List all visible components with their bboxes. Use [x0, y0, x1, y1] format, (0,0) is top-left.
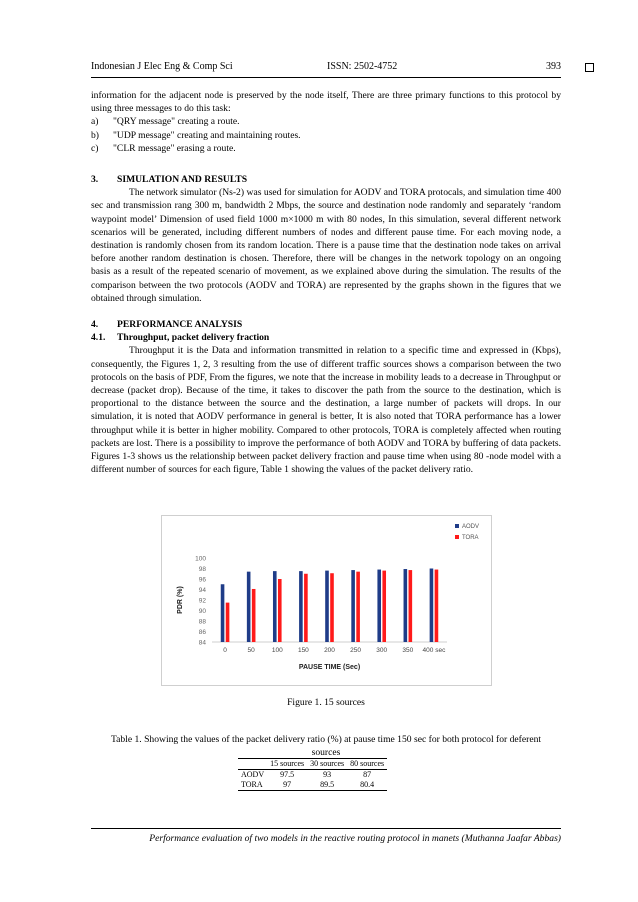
bar-tora-400-sec	[435, 570, 439, 642]
page-number: 393	[546, 61, 561, 72]
intro-paragraph: information for the adjacent node is preserved by the node itself, There are three primary functions to this protocol by using three messages to do this task:	[91, 90, 561, 115]
row-label: AODV	[241, 770, 265, 779]
section-title: SIMULATION AND RESULTS	[117, 174, 248, 185]
y-tick-label: 86	[198, 629, 206, 636]
bar-aodv-350	[404, 569, 408, 642]
legend-swatch-aodv	[455, 524, 459, 528]
bar-tora-300	[382, 571, 386, 642]
bar-aodv-400-sec	[430, 569, 434, 643]
section-number: 3.	[91, 174, 99, 185]
table-header-cell	[238, 759, 267, 770]
table-header-cell: 30 sources	[310, 759, 345, 768]
checkbox-icon	[585, 63, 594, 72]
figure-caption: Figure 1. 15 sources	[287, 697, 365, 708]
table-cell: 93	[323, 770, 332, 779]
y-tick-label: 98	[198, 566, 206, 573]
table-cell: 97.5	[280, 770, 295, 779]
x-tick-label: 50	[247, 647, 255, 654]
bar-aodv-200	[325, 571, 329, 642]
section-4	[91, 318, 561, 476]
bar-aodv-150	[299, 571, 303, 642]
list-item	[91, 115, 561, 128]
bar-aodv-0	[221, 584, 225, 642]
table-header-cell: 80 sources	[350, 759, 385, 768]
footer-rule	[91, 828, 561, 829]
list-text: "UDP message" creating and maintaining routes.	[113, 129, 301, 141]
issn: ISSN: 2502-4752	[327, 61, 398, 72]
table-cell: 89.5	[320, 780, 335, 789]
x-axis-title: PAUSE TIME (Sec)	[298, 664, 361, 671]
table-header-cell: 15 sources	[270, 759, 305, 768]
x-tick-label: 100	[271, 647, 283, 654]
bar-tora-100	[278, 579, 282, 642]
journal-name: Indonesian J Elec Eng & Comp Sci	[91, 61, 233, 72]
table-cell: 87	[363, 770, 372, 779]
bar-tora-350	[409, 570, 413, 642]
row-label: TORA	[241, 780, 263, 789]
table-row	[238, 770, 387, 781]
subsection-number: 4.1.	[91, 332, 106, 344]
bar-aodv-250	[351, 570, 355, 642]
section-number: 4.	[91, 319, 99, 330]
section-3	[91, 173, 561, 305]
list-item	[91, 142, 561, 155]
legend-label-tora: TORA	[462, 535, 479, 541]
header-rule	[91, 77, 561, 78]
y-tick-label: 92	[198, 597, 206, 605]
x-tick-label: 300	[376, 647, 388, 654]
list-text: "QRY message" creating a route.	[113, 116, 240, 128]
section-body: Throughput it is the Data and information transmitted in relation to a specific time and expressed in (Kbps), consequently, the Figures 1, 2, 3 resulting from the use of different traffic sources shows a comparison between the two protocols on the basis of PDF, From the figures, we note that the increase in mobility leads to a decrease in Throughput or decrease (packet drop). Because of the time, it takes to discover the path from the source to the destination, which is proportional to the distance between the source and the destination, a large number of packets will drops. In our simulation, it is noted that AODV performance in general is better, It is also noted that TORA performance has a lower throughput while it is better in higher mobility. Compared to other protocols, TORA is completely affected when routing packets are lost. There is a possibility to improve the performance of both AODV and TORA by buffering of data packets. Figures 1-3 shows us the relationship between packet delivery fraction and pause time when using 80 -node model with a different number of sources for each figure, Table 1 showing the values of the packet delivery ratio.	[91, 345, 561, 476]
section-heading	[91, 173, 561, 186]
list-text: "CLR message" erasing a route.	[113, 142, 236, 154]
table-row	[238, 780, 387, 791]
bar-aodv-300	[377, 570, 381, 642]
bar-aodv-100	[273, 571, 277, 642]
bar-tora-0	[226, 603, 230, 642]
legend-swatch-tora	[455, 535, 459, 539]
list-item	[91, 129, 561, 142]
table-cell: 80.4	[360, 780, 375, 789]
table-header-row	[238, 759, 387, 770]
y-tick-label: 84	[198, 639, 206, 647]
x-tick-label: 400 sec	[422, 647, 446, 654]
bar-chart	[162, 516, 491, 685]
intro-block	[91, 89, 561, 155]
subsection-title: Throughput, packet delivery fraction	[117, 332, 270, 344]
y-tick-label: 90	[198, 608, 206, 615]
y-tick-label: 94	[198, 587, 206, 594]
pdr-table	[238, 758, 387, 791]
running-footer: Performance evaluation of two models in the reactive routing protocol in manets (Muthanna Jaafar Abbas)	[149, 833, 561, 844]
bar-tora-200	[330, 573, 334, 642]
legend-label-aodv: AODV	[462, 524, 480, 530]
y-tick-label: 100	[195, 555, 206, 563]
x-tick-label: 250	[350, 647, 362, 654]
x-tick-label: 200	[324, 647, 335, 654]
x-tick-label: 0	[223, 647, 227, 654]
table-cell: 97	[283, 780, 292, 789]
figure-1-chart	[161, 515, 492, 686]
list-label: b)	[91, 129, 99, 141]
section-title: PERFORMANCE ANALYSIS	[117, 319, 243, 330]
bar-tora-50	[252, 589, 256, 642]
x-tick-label: 150	[297, 647, 309, 654]
subsection-heading	[91, 331, 561, 344]
bar-tora-250	[356, 572, 360, 642]
y-axis-title: PDR (%)	[177, 586, 184, 614]
section-heading	[91, 318, 561, 331]
section-body: The network simulator (Ns-2) was used for simulation for AODV and TORA protocals, and simulation time 400 sec and transmission rang 300 m, bandwidth 2 Mbps, the source and destination node randomly and separately ‘random waypoint model’ Dimension of used field 1000 m×1000 m with 80 nodes, In this simulation, several different network scenarios will be generated, including different numbers of nodes and different pause time. For each moving node, a destination is randomly chosen from its random location. There is a pause time that the destination node takes on arrival before another random destination is chosen. Therefore, there will be changes in the network topology on an ongoing basis as a result of the repeated scenario of movement, as we explained above during the simulation. The results of the comparison between the two protocols (AODV and TORA) are represented by the graphs shown in the figures that we obtained through simulation.	[91, 187, 561, 304]
list-label: a)	[91, 116, 99, 128]
y-tick-label: 96	[198, 576, 206, 584]
x-tick-label: 350	[402, 647, 414, 654]
list-label: c)	[91, 142, 99, 154]
y-tick-label: 88	[198, 618, 206, 626]
running-header	[91, 60, 561, 76]
table-caption: Table 1. Showing the values of the packet delivery ratio (%) at pause time 150 sec for both protocol for deferent sources	[110, 734, 542, 758]
bar-aodv-50	[247, 572, 251, 642]
bar-tora-150	[304, 574, 308, 642]
